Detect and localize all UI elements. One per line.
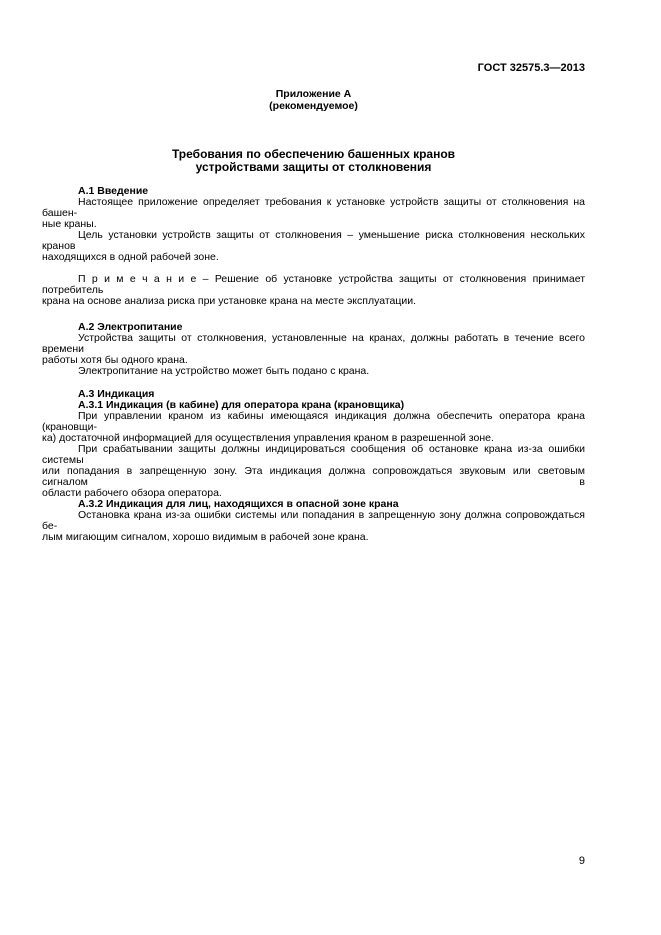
doc-title-line: Требования по обеспечению башенных кранов [171,147,456,161]
text-line: Цель установки устройств защиты от столкновения – уменьшение риска столкновения нескольких кранов [42,229,585,252]
text-line: области рабочего обзора оператора. [42,487,222,499]
text-line: находящихся в одной рабочей зоне. [42,251,219,263]
paragraph [42,197,585,230]
paragraph [42,230,585,263]
doc-title [42,148,585,174]
section-heading: А.1 Введение [78,185,149,197]
annex-label: Приложение А [275,88,352,100]
paragraph [42,411,585,444]
text-line: ные краны. [42,218,97,230]
text-line: Электропитание на устройство может быть подано с крана. [78,365,370,377]
page-number: 9 [578,855,585,867]
text-line: При управлении краном из кабины имеющаяся индикация должна обеспечить оператора крана (крановщи- [42,410,585,433]
text-line: П р и м е ч а н и е – Решение об установке устройства защиты от столкновения принимает потребитель [42,273,585,296]
page-column [42,63,585,543]
content-blocks [42,186,585,543]
doc-title-line: устройствами защиты от столкновения [195,160,432,174]
note-paragraph [42,274,585,307]
text-line: Устройства защиты от столкновения, установленные на кранах, должны работать в течение всего времени [42,332,585,355]
annex-block [42,88,585,112]
doc-code: ГОСТ 32575.3—2013 [477,62,585,74]
section-heading: А.3.1 Индикация (в кабине) для оператора крана (крановщика) [78,399,405,411]
text-line: Остановка крана из-за ошибки системы или попадания в запрещенную зону должна сопровождаться бе- [42,509,585,532]
text-line: лым мигающим сигналом, хорошо видимым в рабочей зоне крана. [42,531,369,543]
text-line: крана на основе анализа риска при установке крана на месте эксплуатации. [42,295,417,307]
paragraph [42,444,585,499]
text-line: При срабатывании защиты должны индицироваться сообщения об остановке крана из-за ошибки системы [42,443,585,466]
text-line: работы хотя бы одного крана. [42,354,188,366]
section-heading: А.2 Электропитание [78,321,183,333]
paragraph [42,510,585,543]
text-line: ка) достаточной информацией для осуществления управления краном в разрешенной зоне. [42,432,494,444]
text-line: или попадания в запрещенную зону. Эта индикация должна сопровождаться звуковым или световым сигналом в [42,465,585,488]
section-heading: А.3 Индикация [78,388,155,400]
section-heading: А.3.2 Индикация для лиц, находящихся в опасной зоне крана [78,498,399,510]
text-line: Настоящее приложение определяет требования к установке устройств защиты от столкновения на башен- [42,196,585,219]
paragraph [42,333,585,366]
paragraph [42,366,585,377]
annex-kind: (рекомендуемое) [269,100,358,112]
